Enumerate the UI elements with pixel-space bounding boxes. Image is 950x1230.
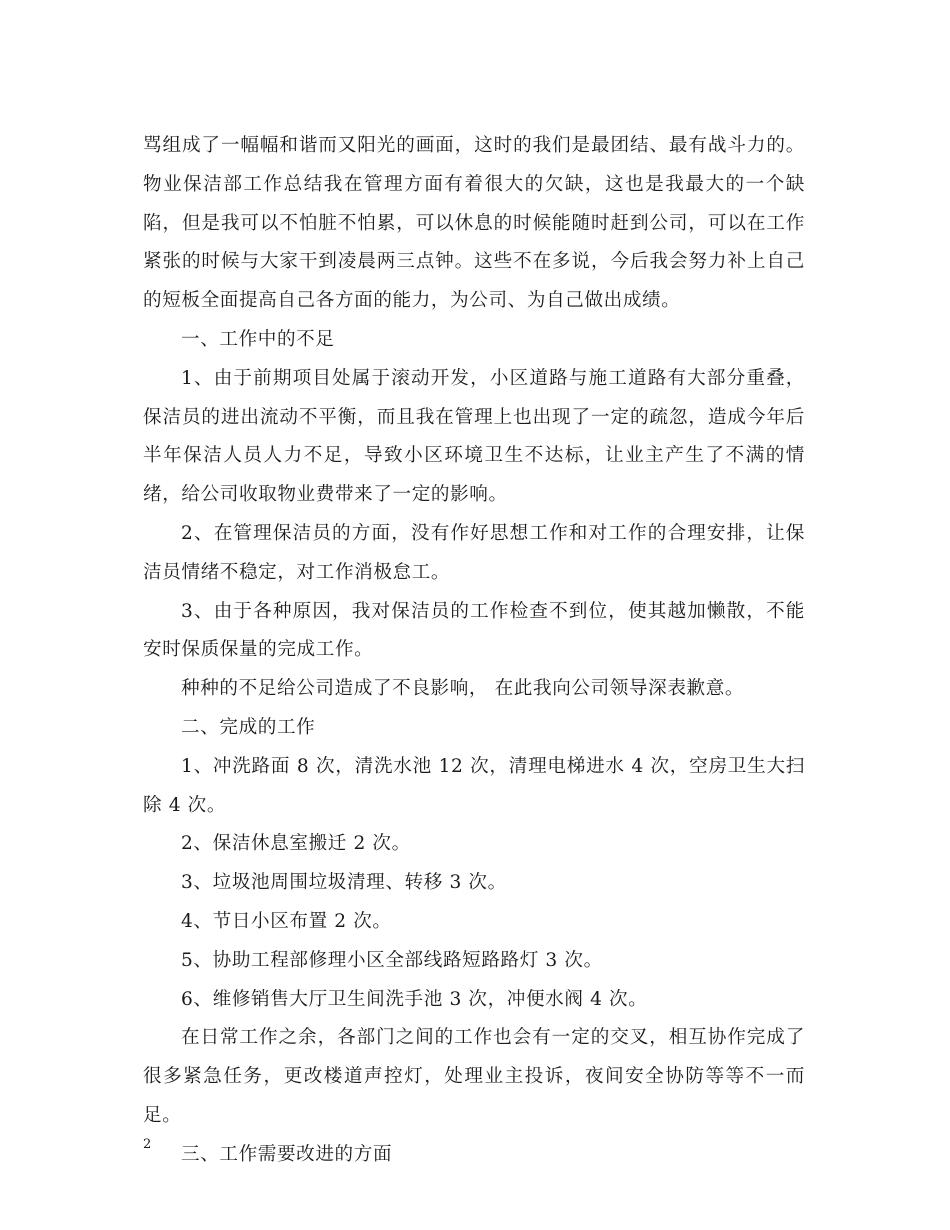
body-paragraph: 种种的不足给公司造成了不良影响， 在此我向公司领导深表歉意。 [181,678,745,700]
body-paragraph: 2、在管理保洁员的方面，没有作好思想工作和对工作的合理安排，让保洁员情绪不稳定，对工作消极怠工。 [143,522,805,583]
section-heading-completed-work: 二、完成的工作 [181,716,316,738]
body-paragraph: 骂组成了一幅幅和谐而又阳光的画面，这时的我们是最团结、最有战斗力的。物业保洁部工作总结我在管理方面有着很大的欠缺，这也是我最大的一个缺陷，但是我可以不怕脏不怕累，可以休息的时候能随时赶到公司，可以在工作紧张的时候与大家干到凌晨两三点钟。这些不在多说，今后我会努力补上自己的短板全面提高自己各方面的能力，为公司、为自己做出成绩。 [143,135,805,312]
list-item: 3、垃圾池周围垃圾清理、转移 3 次。 [181,872,507,894]
list-item: 2、保洁休息室搬迁 2 次。 [181,833,411,855]
list-item: 1、冲洗路面 8 次，清洗水池 12 次，清理电梯进水 4 次，空房卫生大扫除 4 次。 [143,755,805,816]
page-number: 2 [143,1137,152,1152]
document-body [143,127,805,1175]
body-paragraph: 3、由于各种原因，我对保洁员的工作检查不到位，使其越加懒散，不能安时保质保量的完成工作。 [143,600,805,661]
list-item: 5、协助工程部修理小区全部线路短路路灯 3 次。 [181,949,603,971]
list-item: 6、维修销售大厅卫生间洗手池 3 次，冲便水阀 4 次。 [181,988,648,1010]
section-heading-improvements: 三、工作需要改进的方面 [181,1143,393,1165]
section-heading-shortcomings: 一、工作中的不足 [181,328,335,350]
body-paragraph: 1、由于前期项目处属于滚动开发，小区道路与施工道路有大部分重叠，保洁员的进出流动不平衡，而且我在管理上也出现了一定的疏忽，造成今年后半年保洁人员人力不足，导致小区环境卫生不达标，让业主产生了不满的情绪，给公司收取物业费带来了一定的影响。 [143,367,805,506]
list-item: 4、节日小区布置 2 次。 [181,910,392,932]
body-paragraph: 在日常工作之余，各部门之间的工作也会有一定的交叉，相互协作完成了很多紧急任务，更改楼道声控灯，处理业主投诉，夜间安全协防等等不一而足。 [143,1027,805,1126]
